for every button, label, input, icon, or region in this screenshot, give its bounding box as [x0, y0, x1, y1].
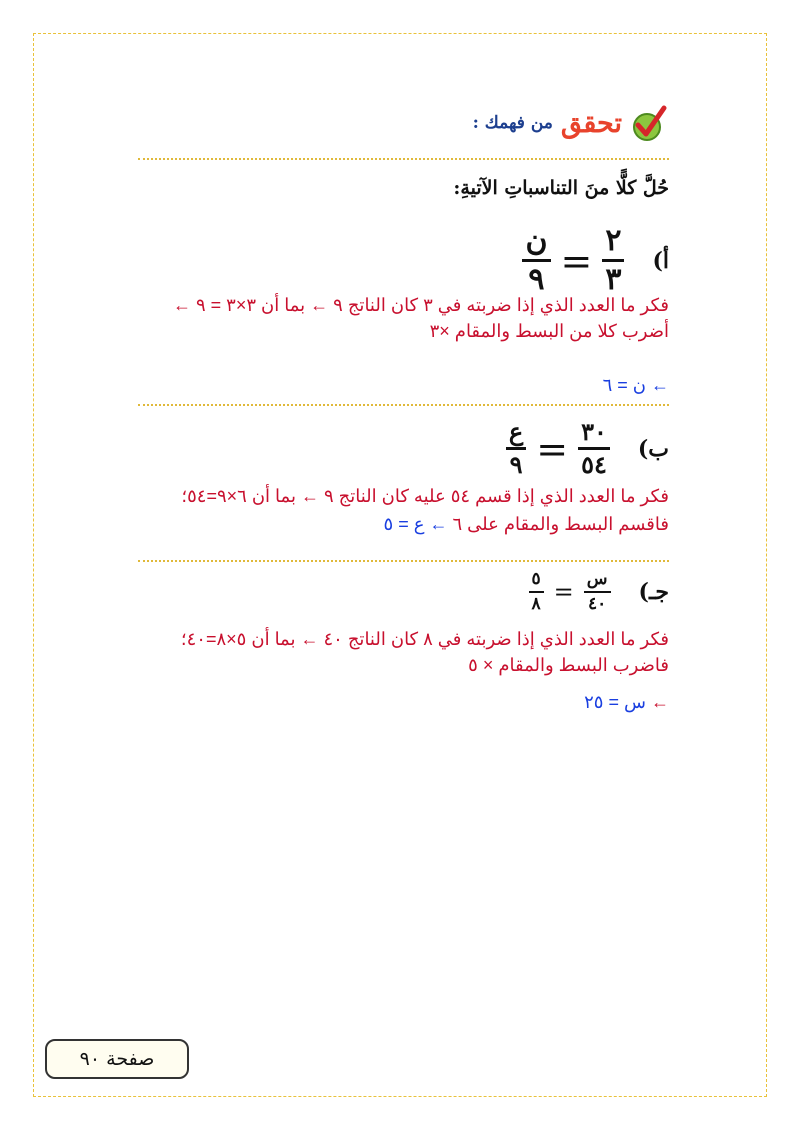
problem-label: أ)	[652, 247, 669, 274]
problem-a-explanation-2: أضرب كلا من البسط والمقام ×٣	[429, 321, 669, 341]
fraction: $\frac{٢}{٣}$	[602, 226, 624, 295]
problem-label: جـ)	[638, 579, 669, 605]
problem-b-equation	[506, 417, 669, 479]
problem-c-answer: ← س = ٢٥	[584, 692, 669, 712]
fraction: $\frac{٥}{٨}$	[529, 571, 544, 613]
divider	[138, 158, 669, 160]
problem-label: ب)	[637, 435, 669, 462]
problem-a-equation	[522, 223, 669, 297]
problem-a-answer: ← ن = ٦	[602, 375, 669, 395]
checkmark-icon	[630, 103, 670, 143]
problem-b-explanation-2: فاقسم البسط والمقام على ٦ ← ع = ٥	[383, 514, 669, 534]
page-number: صفحة ٩٠	[45, 1039, 189, 1079]
section-title: تحقق	[560, 107, 622, 139]
problem-c-equation	[529, 571, 669, 613]
equals-sign: =	[560, 238, 593, 283]
problem-b-explanation-1: فكر ما العدد الذي إذا قسم ٥٤ عليه كان الناتج ٩ ← بما أن ٦×٩=٥٤؛	[181, 486, 669, 506]
problem-c-explanation-1: فكر ما العدد الذي إذا ضربته في ٨ كان الناتج ٤٠ ← بما أن ٥×٨=٤٠؛	[180, 629, 669, 649]
equals-sign: =	[536, 426, 569, 471]
problem-a-explanation-1: فكر ما العدد الذي إذا ضربته في ٣ كان الناتج ٩ ← بما أن ٣×٣ = ٩ ←	[172, 295, 669, 315]
fraction: $\frac{\text{ع}}{٩}$	[506, 420, 526, 477]
section-subtitle: من فهمك :	[472, 113, 553, 133]
fraction: $\frac{\text{س}}{٤٠}$	[584, 571, 611, 613]
instruction-text: حُلَّ كلًّا منَ التناسباتِ الآتيةِ:	[453, 177, 669, 199]
equals-sign: =	[553, 578, 574, 606]
problem-c-explanation-2: فاضرب البسط والمقام × ٥	[468, 655, 669, 675]
divider	[138, 560, 669, 562]
fraction: $\frac{\text{ن}}{٩}$	[522, 226, 550, 295]
arrow-icon: ←	[651, 692, 669, 712]
section-header	[473, 98, 670, 148]
fraction: $\frac{٣٠}{٥٤}$	[578, 420, 610, 477]
divider	[138, 404, 669, 406]
